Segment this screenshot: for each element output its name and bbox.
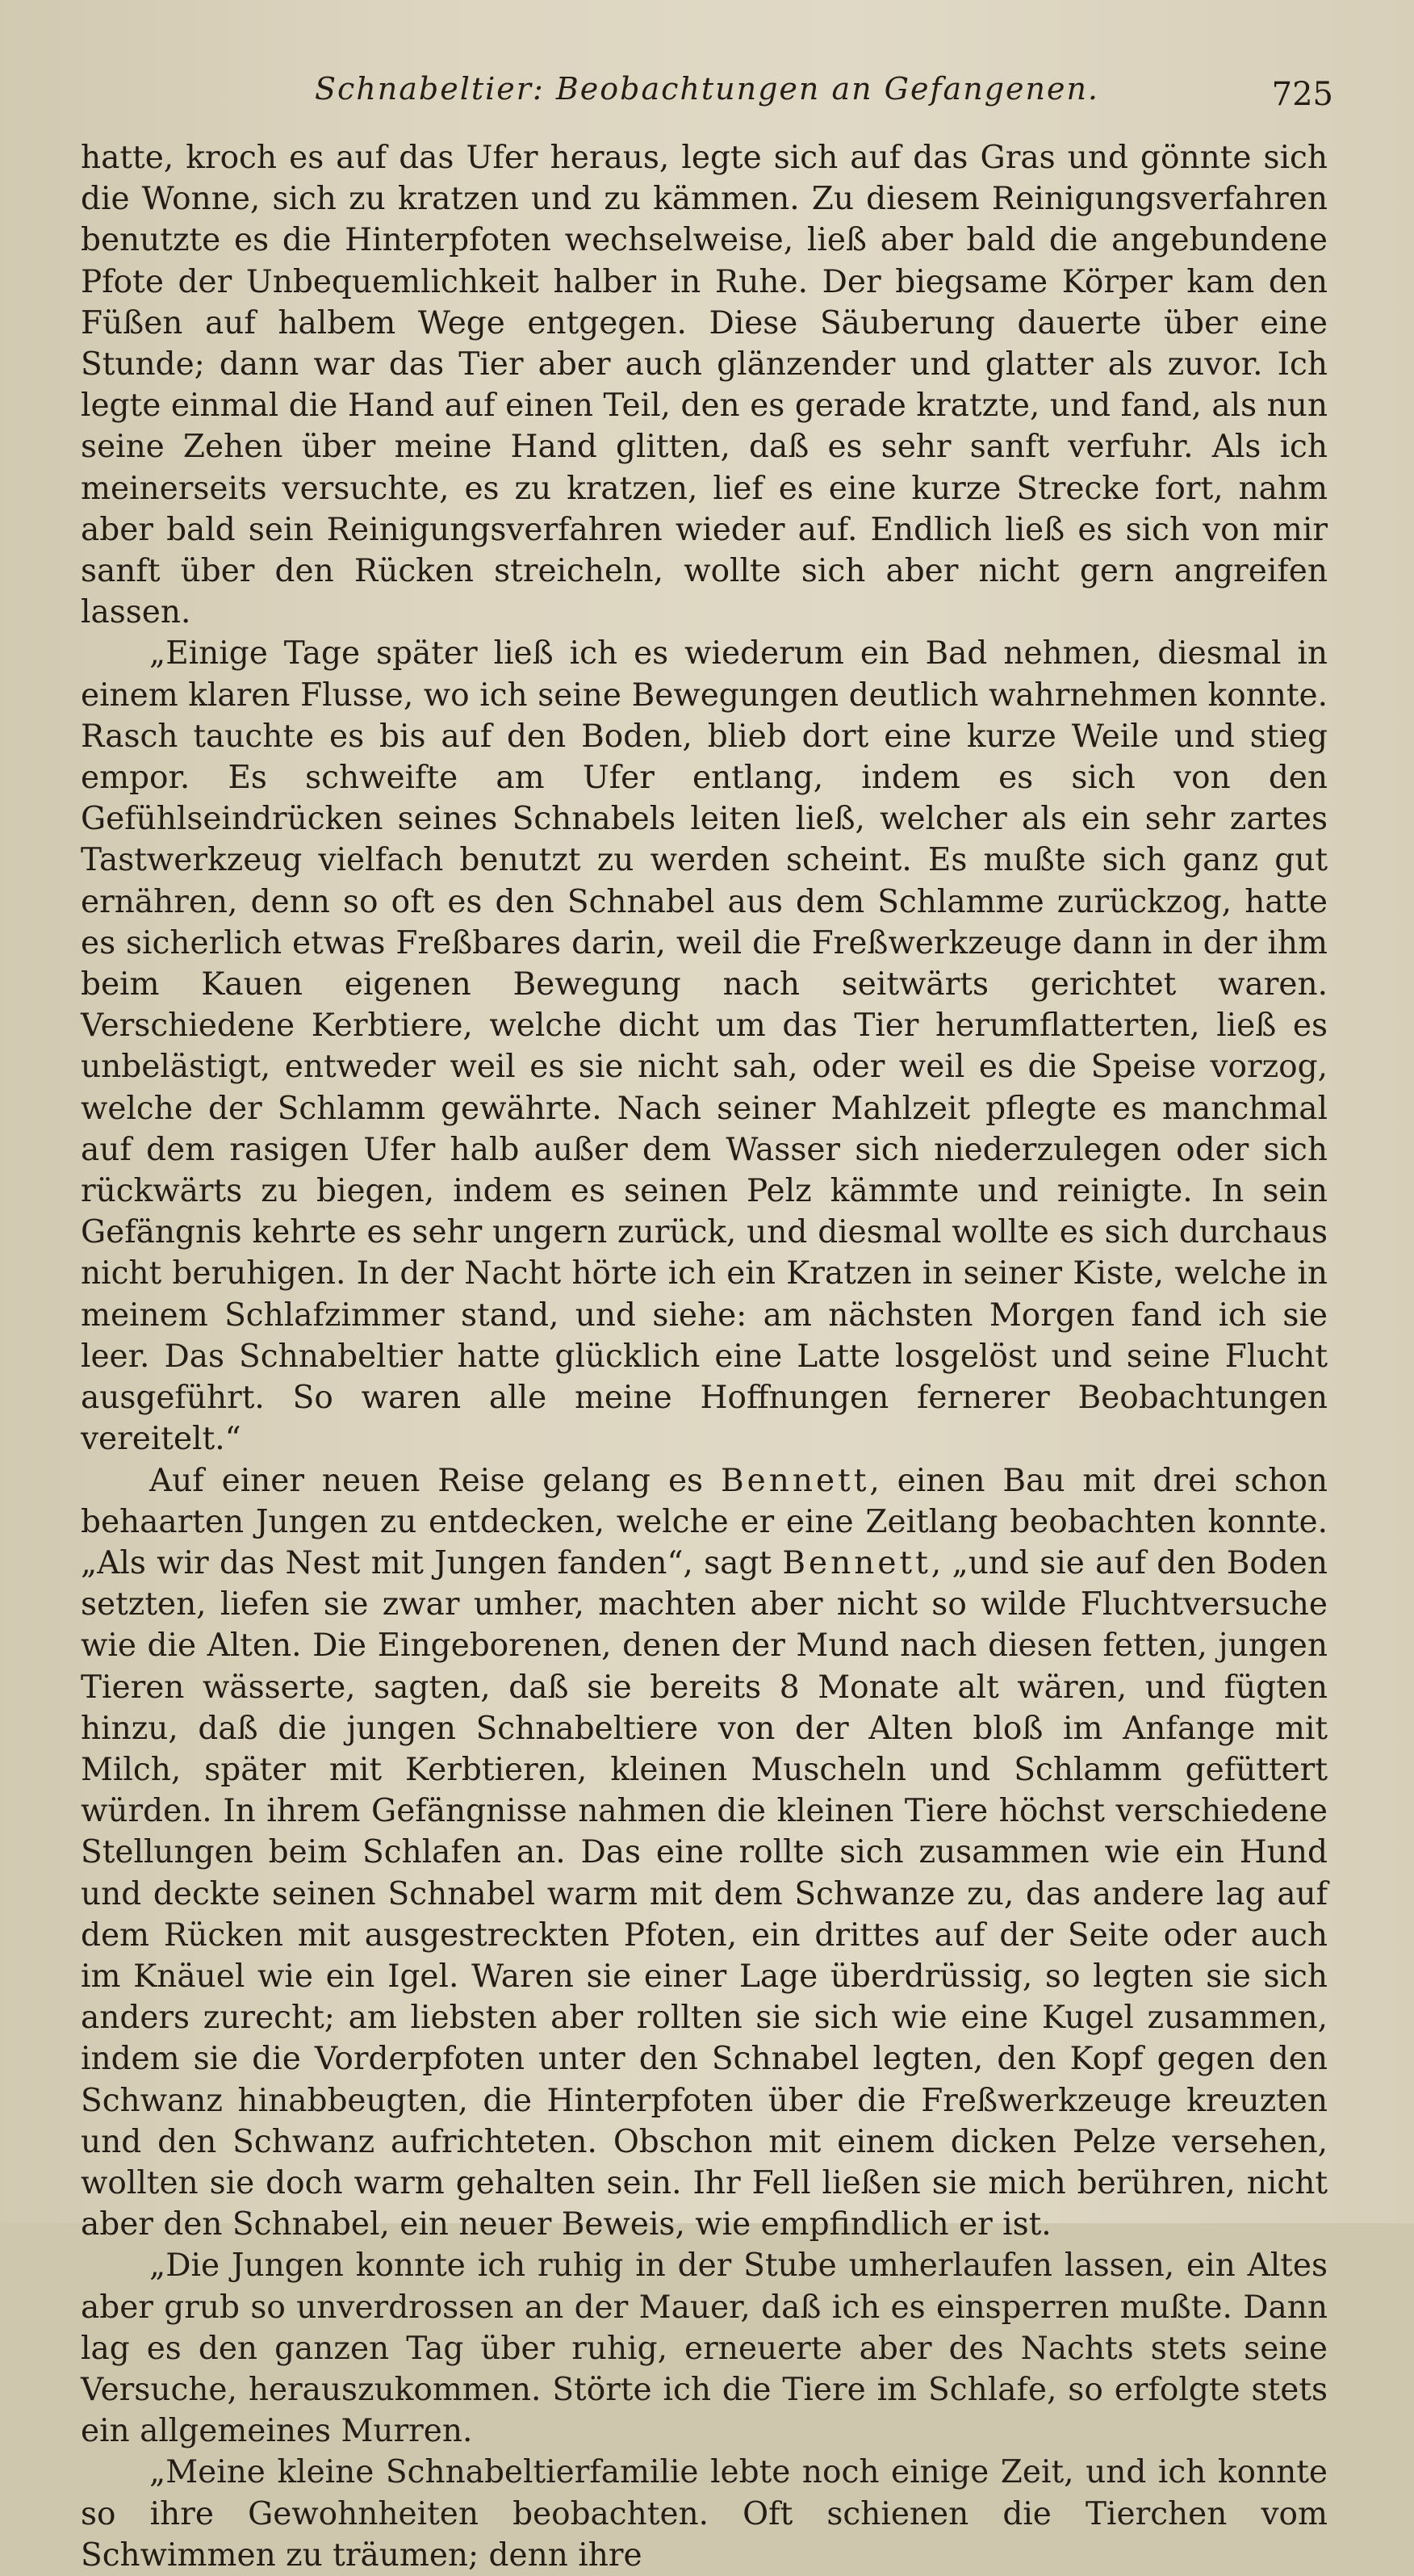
paragraph-3-part-3: , „und sie auf den Boden setzten, liefen sie zwar umher, machten aber nicht so wilde Fluchtversuche wie die Alten. Die Eingeborenen, denen der Mund nach diesen fetten, jungen Tieren wässerte, sagten, daß sie bereits 8 Monate alt wären, und fügten hinzu, daß die jungen Schnabeltiere von der Alten bloß im Anfange mit Milch, später mit Kerbtieren, kleinen Muscheln und Schlamm gefüttert würden. In ihrem Gefängnisse nahmen die kleinen Tiere höchst verschiedene Stellungen beim Schlafen an. Das eine rollte sich zusammen wie ein Hund und deckte seinen Schnabel warm mit dem Schwanze zu, das andere lag auf dem Rücken mit ausgestreckten Pfoten, ein drittes auf der Seite oder auch im Knäuel wie ein Igel. Waren sie einer Lage überdrüssig, so legten sie sich anders zurecht; am liebsten aber rollten sie sich wie eine Kugel zusammen, indem sie die Vorderpfoten unter den Schnabel legten, den Kopf gegen den Schwanz hinabbeugten, die Hinterpfoten über die Freßwerkzeuge kreuzten und den Schwanz aufrichteten. Obschon mit einem dicken Pelze versehen, wollten sie doch warm gehalten sein. Ihr Fell ließen sie mich berühren, nicht aber den Schnabel, ein neuer Beweis, wie empfindlich er ist.: [81, 1544, 1328, 2243]
paragraph-4: „Die Jungen konnte ich ruhig in der Stube umherlaufen lassen, ein Altes aber grub so unverdrossen an der Mauer, daß ich es einsperren mußte. Dann lag es den ganzen Tag über ruhig, erneuerte aber des Nachts stets seine Versuche, herauszukommen. Störte ich die Tiere im Schlafe, so erfolgte stets ein allgemeines Murren.: [81, 2247, 1328, 2450]
page-header: [0, 65, 1414, 121]
paragraph-3: [81, 1460, 1328, 2246]
paragraph-2: „Einige Tage später ließ ich es wiederum ein Bad nehmen, diesmal in einem klaren Flusse, wo ich seine Bewegungen deutlich wahrnehmen konnte. Rasch tauchte es bis auf den Boden, blieb dort eine kurze Weile und stieg empor. Es schweifte am Ufer entlang, indem es sich von den Gefühlseindrücken seines Schnabels leiten ließ, welcher als ein sehr zartes Tastwerkzeug vielfach benutzt zu werden scheint. Es mußte sich ganz gut ernähren, denn so oft es den Schnabel aus dem Schlamme zurückzog, hatte es sicherlich etwas Freßbares darin, weil die Freßwerkzeuge dann in der ihm beim Kauen eigenen Bewegung nach seitwärts gerichtet waren. Verschiedene Kerbtiere, welche dicht um das Tier herumflatterten, ließ es unbelästigt, entweder weil es sie nicht sah, oder weil es die Speise vorzog, welche der Schlamm gewährte. Nach seiner Mahlzeit pflegte es manchmal auf dem rasigen Ufer halb außer dem Wasser sich niederzulegen oder sich rückwärts zu biegen, indem es seinen Pelz kämmte und reinigte. In sein Gefängnis kehrte es sehr ungern zurück, und diesmal wollte es sich durchaus nicht beruhigen. In der Nacht hörte ich ein Kratzen in seiner Kiste, welche in meinem Schlafzimmer stand, und siehe: am nächsten Morgen fand ich sie leer. Das Schnabeltier hatte glücklich eine Latte losgelöst und seine Flucht ausgeführt. So waren alle meine Hoffnungen fernerer Beobachtungen vereitelt.“: [81, 635, 1328, 1458]
author-name-bennett: Bennett: [782, 1544, 931, 1581]
page-number: 725: [1271, 76, 1333, 113]
body-text: [81, 137, 1328, 2576]
running-head: Schnabeltier: Beobachtungen an Gefangenen.: [314, 71, 1100, 107]
paragraph-1: hatte, kroch es auf das Ufer heraus, legte sich auf das Gras und gönnte sich die Wonne, sich zu kratzen und zu kämmen. Zu diesem Reinigungsverfahren benutzte es die Hinterpfoten wechselweise, ließ aber bald die angebundene Pfote der Unbequemlichkeit halber in Ruhe. Der biegsame Körper kam den Füßen auf halbem Wege entgegen. Diese Säuberung dauerte über eine Stunde; dann war das Tier aber auch glänzender und glatter als zuvor. Ich legte einmal die Hand auf einen Teil, den es gerade kratzte, und fand, als nun seine Zehen über meine Hand glitten, daß es sehr sanft verfuhr. Als ich meinerseits versuchte, es zu kratzen, lief es eine kurze Strecke fort, nahm aber bald sein Reinigungsverfahren wieder auf. Endlich ließ es sich von mir sanft über den Rücken streicheln, wollte sich aber nicht gern angreifen lassen.: [81, 140, 1328, 631]
author-name-bennett: Bennett: [720, 1462, 870, 1499]
paragraph-3-part-2: , einen Bau mit drei schon behaarten Jungen zu entdecken, welche er eine Zeitlang beobachten konnte. „Als wir das Nest mit Jungen fanden“, sagt: [81, 1462, 1328, 1581]
paragraph-3-part-1: Auf einer neuen Reise gelang es: [149, 1462, 721, 1499]
paragraph-5: „Meine kleine Schnabeltierfamilie lebte noch einige Zeit, und ich konnte so ihre Gewohnheiten beobachten. Oft schienen die Tierchen vom Schwimmen zu träumen; denn ihre: [81, 2454, 1328, 2574]
